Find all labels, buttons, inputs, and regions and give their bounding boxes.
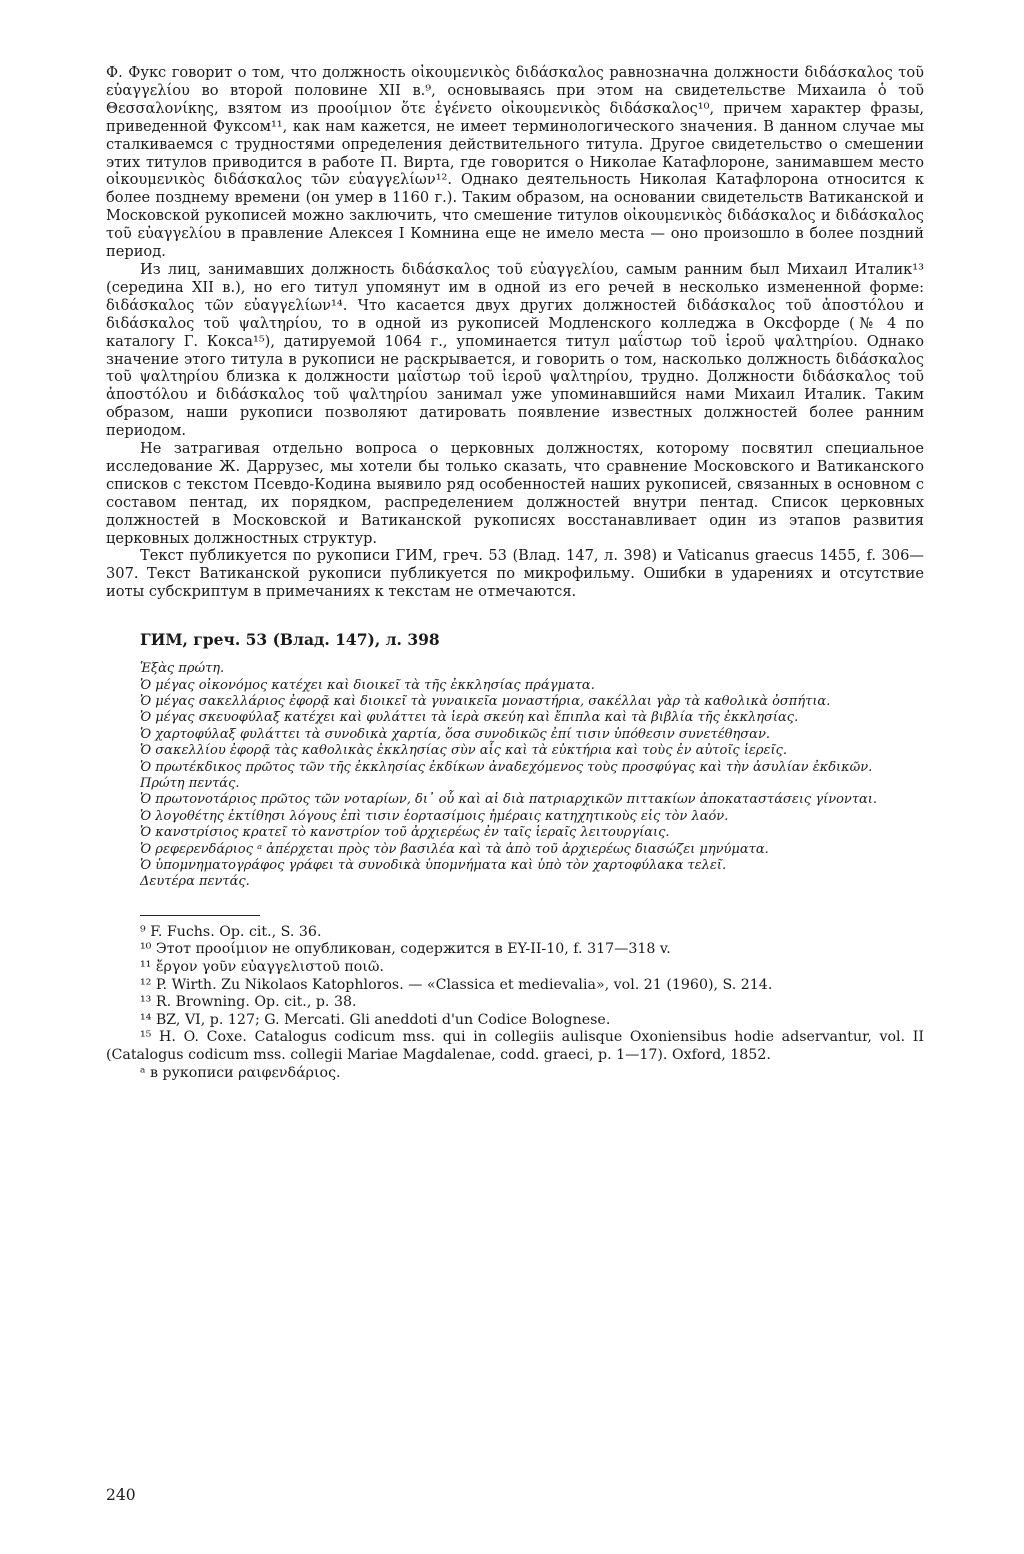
body-paragraph-1: Ф. Фукс говорит о том, что должность οἰκουμενικὸς διδάσκαλος равнозначна должности διδάσκαλος τοῦ εὐαγγελίου во второй половине XII в.⁹, основываясь при этом на свидетельстве Михаила ὁ τοῦ Θεσσαλονίκης, взятом из προοίμιον ὅτε ἐγένετο οἰκουμενικὸς διδάσκαλος¹⁰, причем характер фразы, приведенной Фуксом¹¹, как нам кажется, не имеет терминологического значения. В данном случае мы сталкиваемся с трудностями определения действительного титула. Другое свидетельство о смешении этих титулов приводится в работе П. Вирта, где говорится о Николае Катафлороне, занимавшем место οἰκουμενικὸς διδάσκαλος τῶν εὐαγγελίων¹². Однако деятельность Николая Катафлорона относится к более позднему времени (он умер в 1160 г.). Таким образом, на основании свидетельств Ватиканской и Московской рукописей можно заключить, что смешение титулов οἰκουμενικὸς διδάσκαλος и διδάσκαλος τοῦ εὐαγγελίου в правление Алексея I Комнина еще не имело места — оно произошло в более поздний период. (106, 64, 924, 261)
footnote-14: ¹⁴ BZ, VI, p. 127; G. Mercati. Gli aneddoti d'un Codice Bolognese. (140, 1011, 611, 1028)
greek-line: Ὁ ρεφερενδάριος ᵃ ἀπέρχεται πρὸς τὸν βασιλέα καὶ τὰ ἀπὸ τοῦ ἀρχιερέως διασώζει μηνύματα. (140, 841, 769, 857)
greek-text (106, 661, 924, 891)
greek-line: Ὁ πρωτέκδικος πρῶτος τῶν τῆς ἐκκλησίας ἐκδίκων ἀναδεχόμενος τοὺς προσφύγας καὶ τὴν ἀσυλίαν ἐκδικῶν. (140, 759, 873, 775)
greek-line: Πρώτη πεντάς. (140, 776, 240, 792)
greek-line: Δευτέρα πεντάς. (140, 874, 250, 890)
body-paragraph-2: Из лиц, занимавших должность διδάσκαλος τοῦ εὐαγγελίου, самым ранним был Михаил Италик¹³ (середина XII в.), но его титул упомянут им в одной из его речей в несколько измененной форме: διδάσκαλος τῶν εὐαγγελίων¹⁴. Что касается двух других должностей διδάσκαλος τοῦ ἀποστόλου и διδάσκαλος τοῦ ψαλτηρίου, то в одной из рукописей Модленского колледжа в Оксфорде (№ 4 по каталогу Г. Кокса¹⁵), датируемой 1064 г., упоминается титул μαΐστωρ τοῦ ἱεροῦ ψαλτηρίου. Однако значение этого титула в рукописи не раскрывается, и говорить о том, насколько должность διδάσκαλος τοῦ ψαλτηρίου близка к должности μαΐστωρ τοῦ ἱεροῦ ψαλτηρίου, трудно. Должности διδάσκαλος τοῦ ἀποστόλου и διδάσκαλος τοῦ ψαλτηρίου занимал уже упоминавшийся нами Михаил Италик. Таким образом, наши рукописи позволяют датировать появление известных должностей более ранним периодом. (106, 260, 924, 440)
greek-line: Ὁ κανστρίσιος κρατεῖ τὸ κανστρίον τοῦ ἀρχιερέως ἐν ταῖς ἱεραῖς λειτουργίαις. (140, 825, 670, 841)
footnote-13: ¹³ R. Browning. Op. cit., p. 38. (140, 994, 357, 1011)
greek-line: Ὁ μέγας οἰκονόμος κατέχει καὶ διοικεῖ τὰ τῆς ἐκκλησίας πράγματα. (140, 677, 595, 693)
footnote-12: ¹² P. Wirth. Zu Nikolaos Katophloros. — «Classica et medievalia», vol. 21 (1960), S. 214. (140, 976, 773, 993)
footnote-11: ¹¹ ἔργον γοῦν εὐαγγελιστοῦ ποιῶ. (140, 959, 384, 976)
greek-line: Ὁ σακελλίου ἐφορᾷ τὰς καθολικὰς ἐκκλησίας σὺν αἷς καὶ τὰ εὐκτήρια καὶ τοὺς ἐν αὐτοῖς ἱερεῖς. (140, 743, 788, 759)
page-content (106, 64, 924, 1082)
footnote-10: ¹⁰ Этот προοίμιον не опубликован, содержится в EY-II-10, f. 317—318 v. (140, 941, 671, 958)
page-number: 240 (106, 1486, 136, 1504)
footnote-15: ¹⁵ H. O. Coxe. Catalogus codicum mss. qui in collegiis aulisque Oxoniensibus hodie adservantur, vol. II (Catalogus codicum mss. collegii Mariae Magdalenae, codd. graeci, p. 1—17). Oxford, 1852. (106, 1029, 924, 1064)
greek-line: Ὁ λογοθέτης ἐκτίθησι λόγους ἐπὶ τισιν ἑορτασίμοις ἡμέραις κατηχητικοὺς εἰς τὸν λαόν. (140, 808, 729, 824)
greek-line: Ὁ μέγας σακελλάριος ἐφορᾷ καὶ διοικεῖ τὰ γυναικεῖα μοναστήρια, σακέλλαι γὰρ τὰ καθολικὰ ὀσπήτια. (140, 694, 831, 709)
greek-line: Ἑξὰς πρώτη. (140, 661, 225, 677)
body-paragraph-3: Не затрагивая отдельно вопроса о церковных должностях, которому посвятил специальное исследование Ж. Даррузес, мы хотели бы только сказать, что сравнение Московского и Ватиканского списков с текстом Псевдо-Кодина выявило ряд особенностей наших рукописей, связанных в основном с составом пентад, их порядком, распределением должностей внутри пентад. Список церковных должностей в Московской и Ватиканской рукописях восстанавливает один из этапов развития церковных должностных структур. (106, 440, 924, 547)
footnotes (106, 924, 924, 1082)
greek-line: Ὁ χαρτοφύλαξ φυλάττει τὰ συνοδικὰ χαρτία, ὅσα συνοδικῶς ἐπί τισιν ὑπόθεσιν συνετέθησαν. (140, 726, 770, 742)
footnote-9: ⁹ F. Fuchs. Op. cit., S. 36. (140, 923, 322, 940)
greek-line: Ὁ μέγας σκευοφύλαξ κατέχει καὶ φυλάττει τὰ ἱερὰ σκεύη καὶ ἔπιπλα καὶ τὰ βιβλία τῆς ἐκκλησίας. (140, 710, 799, 726)
footnote-separator (140, 915, 260, 916)
greek-line: Ὁ ὑπομνηματογράφος γράφει τὰ συνοδικὰ ὑπομνήματα καὶ ὑπὸ τὸν χαρτοφύλακα τελεῖ. (140, 858, 727, 874)
greek-line: Ὁ πρωτονοτάριος πρῶτος τῶν νοταρίων, δι᾽ οὗ καὶ αἱ διὰ πατριαρχικῶν πιττακίων ἀποκαταστάσεις γίνονται. (140, 792, 878, 808)
section-heading: ГИМ, греч. 53 (Влад. 147), л. 398 (140, 630, 440, 650)
footnote-a: ᵃ в рукописи ραιφενδάριος. (140, 1064, 341, 1081)
body-paragraph-4: Текст публикуется по рукописи ГИМ, греч. 53 (Влад. 147, л. 398) и Vaticanus graecus 1455, f. 306—307. Текст Ватиканской рукописи публикуется по микрофильму. Ошибки в ударениях и отсутствие иоты субскриптум в примечаниях к текстам не отмечаются. (106, 547, 924, 601)
